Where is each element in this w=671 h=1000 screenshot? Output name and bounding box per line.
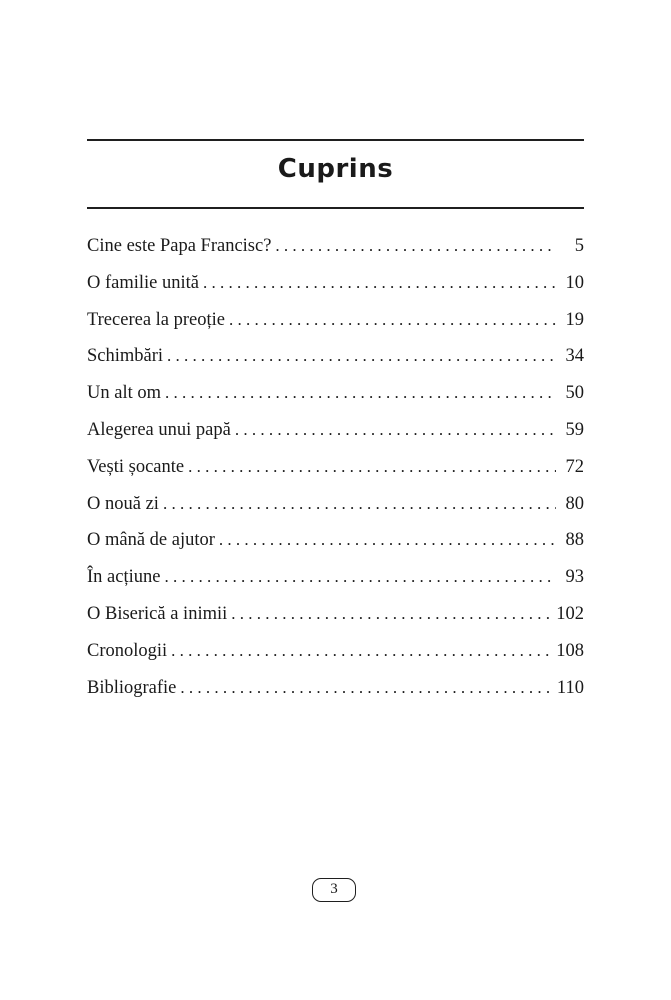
toc-entry-title: Alegerea unui papă	[87, 419, 231, 440]
toc-entry-title: O mână de ajutor	[87, 530, 215, 551]
toc-entry-title: O Biserică a inimii	[87, 603, 228, 624]
toc-entry-title: În acțiune	[87, 567, 161, 588]
toc-leader-dots	[235, 412, 556, 449]
toc-leader-dots	[231, 596, 550, 633]
toc-entry-page: 10	[565, 272, 584, 293]
toc-entry-page: 5	[574, 236, 584, 256]
toc-leader-dots	[203, 265, 556, 302]
toc-entry-page: 108	[556, 640, 584, 661]
page-number: 3	[312, 878, 356, 902]
toc-entry[interactable]	[87, 522, 584, 559]
toc-entry-page: 102	[556, 603, 584, 624]
toc-leader-dots	[163, 486, 556, 523]
toc-entry-page: 110	[556, 677, 584, 698]
table-of-contents	[87, 228, 584, 706]
toc-entry[interactable]	[87, 338, 584, 375]
toc-entry-title: Bibliografie	[87, 677, 177, 698]
toc-entry-page: 50	[565, 383, 584, 404]
toc-leader-dots	[171, 633, 550, 670]
toc-leader-dots	[219, 522, 556, 559]
toc-leader-dots	[165, 375, 556, 412]
toc-entry[interactable]	[87, 449, 584, 486]
toc-entry[interactable]	[87, 228, 584, 265]
toc-entry[interactable]	[87, 670, 584, 707]
toc-leader-dots	[164, 559, 556, 596]
toc-entry[interactable]	[87, 633, 584, 670]
toc-entry-title: Un alt om	[87, 383, 161, 404]
toc-entry-title: O nouă zi	[87, 493, 159, 514]
toc-leader-dots	[275, 228, 556, 265]
toc-leader-dots	[188, 449, 556, 486]
toc-entry-title: Trecerea la preoție	[87, 309, 225, 330]
toc-entry-title: O familie unită	[87, 272, 199, 293]
toc-entry[interactable]	[87, 265, 584, 302]
toc-entry-title: Cronologii	[87, 640, 168, 661]
toc-entry[interactable]	[87, 375, 584, 412]
toc-entry[interactable]	[87, 559, 584, 596]
toc-entry[interactable]	[87, 302, 584, 339]
toc-entry-title: Cine este Papa Francisc?	[87, 236, 272, 256]
toc-entry-title: Schimbări	[87, 346, 164, 367]
toc-entry[interactable]	[87, 486, 584, 523]
toc-entry-page: 88	[565, 530, 584, 551]
toc-leader-dots	[229, 302, 556, 339]
toc-entry-page: 80	[565, 493, 584, 514]
toc-entry-page: 72	[565, 456, 584, 477]
page-title: Cuprins	[277, 154, 394, 184]
toc-entry-page: 34	[565, 346, 584, 367]
top-rule	[87, 139, 584, 141]
toc-entry[interactable]	[87, 412, 584, 449]
toc-entry-page: 19	[565, 309, 584, 330]
bottom-rule	[87, 207, 584, 209]
toc-leader-dots	[167, 338, 556, 375]
toc-leader-dots	[180, 670, 551, 707]
toc-entry-page: 93	[565, 567, 584, 588]
toc-entry-title: Vești șocante	[87, 456, 185, 477]
toc-entry[interactable]	[87, 596, 584, 633]
toc-entry-page: 59	[565, 419, 584, 440]
